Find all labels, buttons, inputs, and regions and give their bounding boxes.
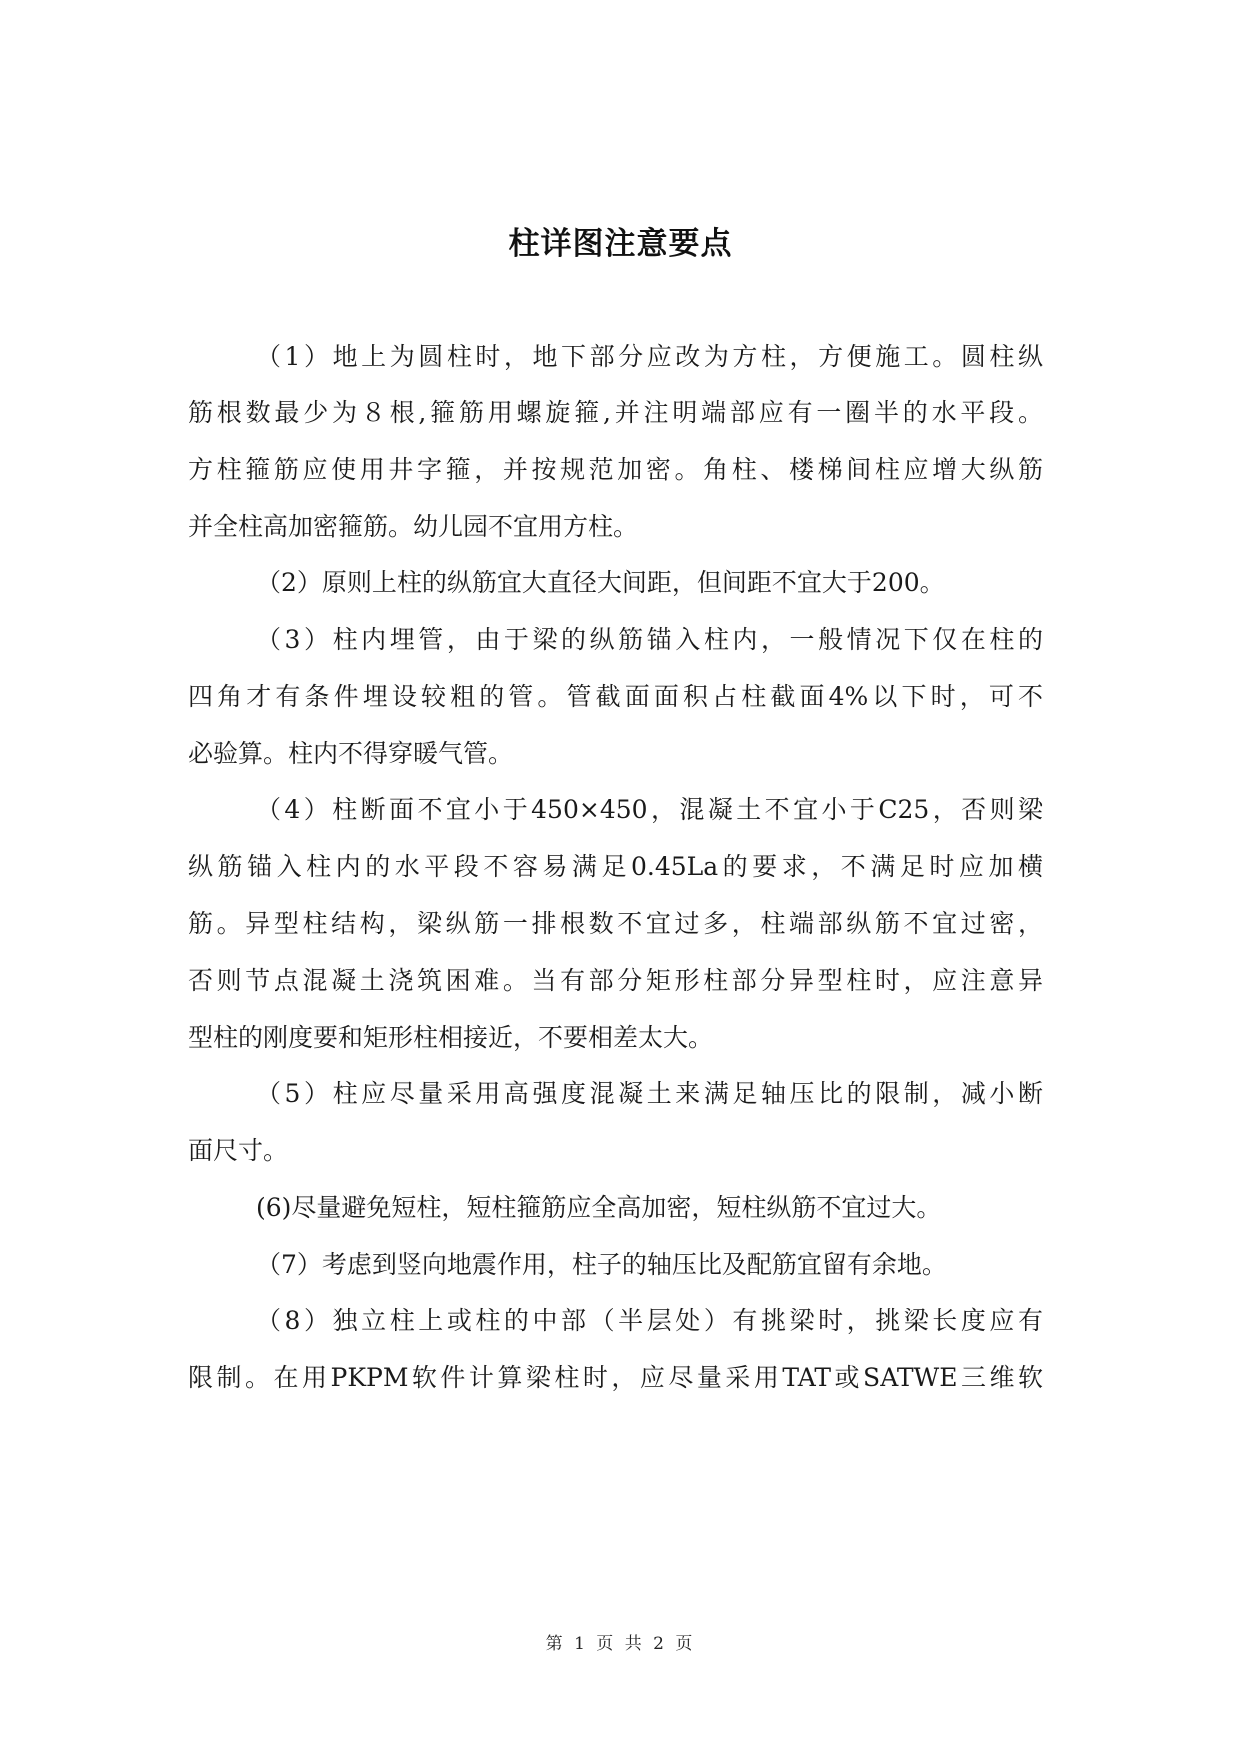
text-line: 纵筋锚入柱内的水平段不容易满足0.45La的要求，不满足时应加横 (188, 852, 1043, 881)
text-line: （5）柱应尽量采用高强度混凝土来满足轴压比的限制，减小断 (256, 1079, 1043, 1108)
text-line: 筋。异型柱结构，梁纵筋一排根数不宜过多，柱端部纵筋不宜过密， (188, 909, 1043, 938)
text-line: 四角才有条件埋设较粗的管。管截面面积占柱截面4%以下时，可不 (188, 682, 1043, 711)
text-line: 方柱箍筋应使用井字箍，并按规范加密。角柱、楼梯间柱应增大纵筋 (188, 455, 1043, 484)
text-line: （7）考虑到竖向地震作用，柱子的轴压比及配筋宜留有余地。 (256, 1250, 947, 1279)
text-line: （4）柱断面不宜小于450×450，混凝土不宜小于C25，否则梁 (256, 795, 1043, 824)
page-footer: 第 1 页 共 2 页 (545, 1634, 696, 1654)
text-line: （1）地上为圆柱时，地下部分应改为方柱，方便施工。圆柱纵 (256, 342, 1043, 371)
text-line: 面尺寸。 (188, 1136, 289, 1165)
document-title: 柱详图注意要点 (508, 226, 733, 262)
text-line: 必验算。柱内不得穿暖气管。 (188, 739, 514, 768)
text-line: 限制。在用PKPM软件计算梁柱时，应尽量采用TAT或SATWE三维软 (188, 1363, 1043, 1392)
text-line: （8）独立柱上或柱的中部（半层处）有挑梁时，挑梁长度应有 (256, 1306, 1043, 1335)
text-line: (6)尽量避免短柱，短柱箍筋应全高加密，短柱纵筋不宜过大。 (256, 1193, 942, 1222)
text-line: 否则节点混凝土浇筑困难。当有部分矩形柱部分异型柱时，应注意异 (188, 966, 1043, 995)
text-line: （2）原则上柱的纵筋宜大直径大间距，但间距不宜大于200。 (256, 568, 945, 597)
text-line: 筋根数最少为８根,箍筋用螺旋箍,并注明端部应有一圈半的水平段。 (188, 398, 1043, 427)
text-line: 型柱的刚度要和矩形柱相接近，不要相差太大。 (188, 1023, 714, 1052)
text-line: （3）柱内埋管，由于梁的纵筋锚入柱内，一般情况下仅在柱的 (256, 625, 1043, 654)
text-line: 并全柱高加密箍筋。幼儿园不宜用方柱。 (188, 512, 639, 541)
